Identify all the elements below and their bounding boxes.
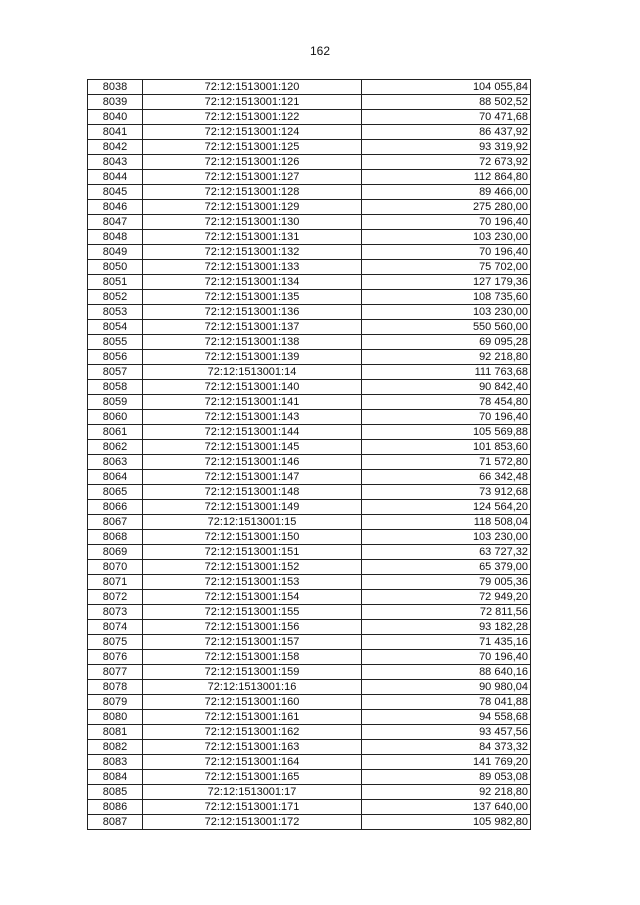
- row-number-cell: 8055: [88, 335, 143, 350]
- cadastral-number-cell: 72:12:1513001:120: [143, 80, 362, 95]
- table-row: [88, 725, 531, 740]
- amount-cell: 88 640,16: [362, 665, 531, 680]
- table-row: [88, 125, 531, 140]
- row-number-cell: 8077: [88, 665, 143, 680]
- cadastral-number-cell: 72:12:1513001:138: [143, 335, 362, 350]
- table-row: [88, 695, 531, 710]
- row-number-cell: 8081: [88, 725, 143, 740]
- cadastral-number-cell: 72:12:1513001:155: [143, 605, 362, 620]
- cadastral-number-cell: 72:12:1513001:152: [143, 560, 362, 575]
- row-number-cell: 8079: [88, 695, 143, 710]
- table-row: [88, 665, 531, 680]
- cadastral-number-cell: 72:12:1513001:165: [143, 770, 362, 785]
- amount-cell: 63 727,32: [362, 545, 531, 560]
- amount-cell: 72 673,92: [362, 155, 531, 170]
- cadastral-number-cell: 72:12:1513001:134: [143, 275, 362, 290]
- table-row: [88, 365, 531, 380]
- cadastral-number-cell: 72:12:1513001:145: [143, 440, 362, 455]
- data-table-container: [87, 79, 531, 830]
- table-row: [88, 305, 531, 320]
- data-table: [87, 79, 531, 830]
- cadastral-number-cell: 72:12:1513001:122: [143, 110, 362, 125]
- table-row: [88, 455, 531, 470]
- amount-cell: 75 702,00: [362, 260, 531, 275]
- table-row: [88, 770, 531, 785]
- table-row: [88, 470, 531, 485]
- row-number-cell: 8062: [88, 440, 143, 455]
- amount-cell: 118 508,04: [362, 515, 531, 530]
- cadastral-number-cell: 72:12:1513001:14: [143, 365, 362, 380]
- amount-cell: 65 379,00: [362, 560, 531, 575]
- table-row: [88, 230, 531, 245]
- row-number-cell: 8069: [88, 545, 143, 560]
- amount-cell: 78 041,88: [362, 695, 531, 710]
- table-row: [88, 170, 531, 185]
- row-number-cell: 8059: [88, 395, 143, 410]
- table-row: [88, 530, 531, 545]
- cadastral-number-cell: 72:12:1513001:125: [143, 140, 362, 155]
- cadastral-number-cell: 72:12:1513001:148: [143, 485, 362, 500]
- row-number-cell: 8085: [88, 785, 143, 800]
- amount-cell: 92 218,80: [362, 350, 531, 365]
- table-row: [88, 545, 531, 560]
- row-number-cell: 8087: [88, 815, 143, 830]
- table-row: [88, 740, 531, 755]
- row-number-cell: 8039: [88, 95, 143, 110]
- amount-cell: 71 435,16: [362, 635, 531, 650]
- row-number-cell: 8063: [88, 455, 143, 470]
- amount-cell: 108 735,60: [362, 290, 531, 305]
- cadastral-number-cell: 72:12:1513001:133: [143, 260, 362, 275]
- cadastral-number-cell: 72:12:1513001:160: [143, 695, 362, 710]
- row-number-cell: 8064: [88, 470, 143, 485]
- page-number: 162: [309, 44, 331, 58]
- amount-cell: 103 230,00: [362, 305, 531, 320]
- row-number-cell: 8041: [88, 125, 143, 140]
- row-number-cell: 8040: [88, 110, 143, 125]
- cadastral-number-cell: 72:12:1513001:139: [143, 350, 362, 365]
- amount-cell: 94 558,68: [362, 710, 531, 725]
- amount-cell: 111 763,68: [362, 365, 531, 380]
- amount-cell: 104 055,84: [362, 80, 531, 95]
- cadastral-number-cell: 72:12:1513001:164: [143, 755, 362, 770]
- amount-cell: 73 912,68: [362, 485, 531, 500]
- table-row: [88, 500, 531, 515]
- amount-cell: 550 560,00: [362, 320, 531, 335]
- amount-cell: 101 853,60: [362, 440, 531, 455]
- table-row: [88, 110, 531, 125]
- cadastral-number-cell: 72:12:1513001:16: [143, 680, 362, 695]
- row-number-cell: 8038: [88, 80, 143, 95]
- cadastral-number-cell: 72:12:1513001:131: [143, 230, 362, 245]
- amount-cell: 69 095,28: [362, 335, 531, 350]
- table-row: [88, 335, 531, 350]
- row-number-cell: 8073: [88, 605, 143, 620]
- amount-cell: 93 457,56: [362, 725, 531, 740]
- row-number-cell: 8074: [88, 620, 143, 635]
- cadastral-number-cell: 72:12:1513001:121: [143, 95, 362, 110]
- table-row: [88, 575, 531, 590]
- amount-cell: 79 005,36: [362, 575, 531, 590]
- amount-cell: 105 982,80: [362, 815, 531, 830]
- amount-cell: 89 466,00: [362, 185, 531, 200]
- amount-cell: 105 569,88: [362, 425, 531, 440]
- row-number-cell: 8057: [88, 365, 143, 380]
- amount-cell: 93 182,28: [362, 620, 531, 635]
- table-row: [88, 185, 531, 200]
- table-row: [88, 680, 531, 695]
- amount-cell: 70 471,68: [362, 110, 531, 125]
- table-row: [88, 380, 531, 395]
- table-row: [88, 140, 531, 155]
- cadastral-number-cell: 72:12:1513001:130: [143, 215, 362, 230]
- row-number-cell: 8046: [88, 200, 143, 215]
- table-row: [88, 275, 531, 290]
- row-number-cell: 8051: [88, 275, 143, 290]
- cadastral-number-cell: 72:12:1513001:140: [143, 380, 362, 395]
- table-row: [88, 320, 531, 335]
- row-number-cell: 8047: [88, 215, 143, 230]
- row-number-cell: 8050: [88, 260, 143, 275]
- row-number-cell: 8068: [88, 530, 143, 545]
- table-row: [88, 485, 531, 500]
- cadastral-number-cell: 72:12:1513001:132: [143, 245, 362, 260]
- row-number-cell: 8045: [88, 185, 143, 200]
- cadastral-number-cell: 72:12:1513001:17: [143, 785, 362, 800]
- table-row: [88, 710, 531, 725]
- row-number-cell: 8076: [88, 650, 143, 665]
- row-number-cell: 8058: [88, 380, 143, 395]
- amount-cell: 70 196,40: [362, 650, 531, 665]
- table-row: [88, 245, 531, 260]
- row-number-cell: 8072: [88, 590, 143, 605]
- row-number-cell: 8053: [88, 305, 143, 320]
- cadastral-number-cell: 72:12:1513001:141: [143, 395, 362, 410]
- amount-cell: 141 769,20: [362, 755, 531, 770]
- table-row: [88, 350, 531, 365]
- cadastral-number-cell: 72:12:1513001:162: [143, 725, 362, 740]
- table-row: [88, 800, 531, 815]
- row-number-cell: 8042: [88, 140, 143, 155]
- cadastral-number-cell: 72:12:1513001:146: [143, 455, 362, 470]
- table-row: [88, 215, 531, 230]
- row-number-cell: 8065: [88, 485, 143, 500]
- row-number-cell: 8078: [88, 680, 143, 695]
- amount-cell: 112 864,80: [362, 170, 531, 185]
- cadastral-number-cell: 72:12:1513001:129: [143, 200, 362, 215]
- table-row: [88, 815, 531, 830]
- amount-cell: 86 437,92: [362, 125, 531, 140]
- cadastral-number-cell: 72:12:1513001:156: [143, 620, 362, 635]
- row-number-cell: 8071: [88, 575, 143, 590]
- cadastral-number-cell: 72:12:1513001:171: [143, 800, 362, 815]
- cadastral-number-cell: 72:12:1513001:149: [143, 500, 362, 515]
- row-number-cell: 8044: [88, 170, 143, 185]
- cadastral-number-cell: 72:12:1513001:159: [143, 665, 362, 680]
- row-number-cell: 8056: [88, 350, 143, 365]
- cadastral-number-cell: 72:12:1513001:157: [143, 635, 362, 650]
- amount-cell: 88 502,52: [362, 95, 531, 110]
- cadastral-number-cell: 72:12:1513001:147: [143, 470, 362, 485]
- table-row: [88, 410, 531, 425]
- cadastral-number-cell: 72:12:1513001:136: [143, 305, 362, 320]
- cadastral-number-cell: 72:12:1513001:127: [143, 170, 362, 185]
- row-number-cell: 8082: [88, 740, 143, 755]
- amount-cell: 72 811,56: [362, 605, 531, 620]
- table-row: [88, 260, 531, 275]
- amount-cell: 84 373,32: [362, 740, 531, 755]
- cadastral-number-cell: 72:12:1513001:15: [143, 515, 362, 530]
- amount-cell: 275 280,00: [362, 200, 531, 215]
- amount-cell: 78 454,80: [362, 395, 531, 410]
- amount-cell: 103 230,00: [362, 530, 531, 545]
- amount-cell: 70 196,40: [362, 410, 531, 425]
- table-body: [88, 80, 531, 830]
- amount-cell: 127 179,36: [362, 275, 531, 290]
- table-row: [88, 515, 531, 530]
- amount-cell: 93 319,92: [362, 140, 531, 155]
- row-number-cell: 8070: [88, 560, 143, 575]
- table-row: [88, 155, 531, 170]
- cadastral-number-cell: 72:12:1513001:137: [143, 320, 362, 335]
- table-row: [88, 590, 531, 605]
- cadastral-number-cell: 72:12:1513001:143: [143, 410, 362, 425]
- row-number-cell: 8084: [88, 770, 143, 785]
- amount-cell: 103 230,00: [362, 230, 531, 245]
- amount-cell: 89 053,08: [362, 770, 531, 785]
- row-number-cell: 8080: [88, 710, 143, 725]
- table-row: [88, 785, 531, 800]
- table-row: [88, 650, 531, 665]
- cadastral-number-cell: 72:12:1513001:172: [143, 815, 362, 830]
- amount-cell: 70 196,40: [362, 245, 531, 260]
- amount-cell: 92 218,80: [362, 785, 531, 800]
- amount-cell: 72 949,20: [362, 590, 531, 605]
- row-number-cell: 8083: [88, 755, 143, 770]
- table-row: [88, 635, 531, 650]
- table-row: [88, 605, 531, 620]
- cadastral-number-cell: 72:12:1513001:128: [143, 185, 362, 200]
- row-number-cell: 8061: [88, 425, 143, 440]
- amount-cell: 66 342,48: [362, 470, 531, 485]
- cadastral-number-cell: 72:12:1513001:151: [143, 545, 362, 560]
- amount-cell: 71 572,80: [362, 455, 531, 470]
- amount-cell: 124 564,20: [362, 500, 531, 515]
- cadastral-number-cell: 72:12:1513001:163: [143, 740, 362, 755]
- table-row: [88, 620, 531, 635]
- row-number-cell: 8066: [88, 500, 143, 515]
- amount-cell: 137 640,00: [362, 800, 531, 815]
- amount-cell: 90 842,40: [362, 380, 531, 395]
- row-number-cell: 8043: [88, 155, 143, 170]
- row-number-cell: 8052: [88, 290, 143, 305]
- row-number-cell: 8086: [88, 800, 143, 815]
- cadastral-number-cell: 72:12:1513001:144: [143, 425, 362, 440]
- cadastral-number-cell: 72:12:1513001:126: [143, 155, 362, 170]
- row-number-cell: 8054: [88, 320, 143, 335]
- table-row: [88, 440, 531, 455]
- cadastral-number-cell: 72:12:1513001:154: [143, 590, 362, 605]
- cadastral-number-cell: 72:12:1513001:124: [143, 125, 362, 140]
- cadastral-number-cell: 72:12:1513001:150: [143, 530, 362, 545]
- amount-cell: 70 196,40: [362, 215, 531, 230]
- row-number-cell: 8049: [88, 245, 143, 260]
- table-row: [88, 560, 531, 575]
- table-row: [88, 80, 531, 95]
- table-row: [88, 395, 531, 410]
- table-row: [88, 290, 531, 305]
- row-number-cell: 8048: [88, 230, 143, 245]
- table-row: [88, 425, 531, 440]
- table-row: [88, 95, 531, 110]
- cadastral-number-cell: 72:12:1513001:161: [143, 710, 362, 725]
- row-number-cell: 8075: [88, 635, 143, 650]
- table-row: [88, 755, 531, 770]
- row-number-cell: 8067: [88, 515, 143, 530]
- row-number-cell: 8060: [88, 410, 143, 425]
- cadastral-number-cell: 72:12:1513001:153: [143, 575, 362, 590]
- cadastral-number-cell: 72:12:1513001:135: [143, 290, 362, 305]
- amount-cell: 90 980,04: [362, 680, 531, 695]
- cadastral-number-cell: 72:12:1513001:158: [143, 650, 362, 665]
- table-row: [88, 200, 531, 215]
